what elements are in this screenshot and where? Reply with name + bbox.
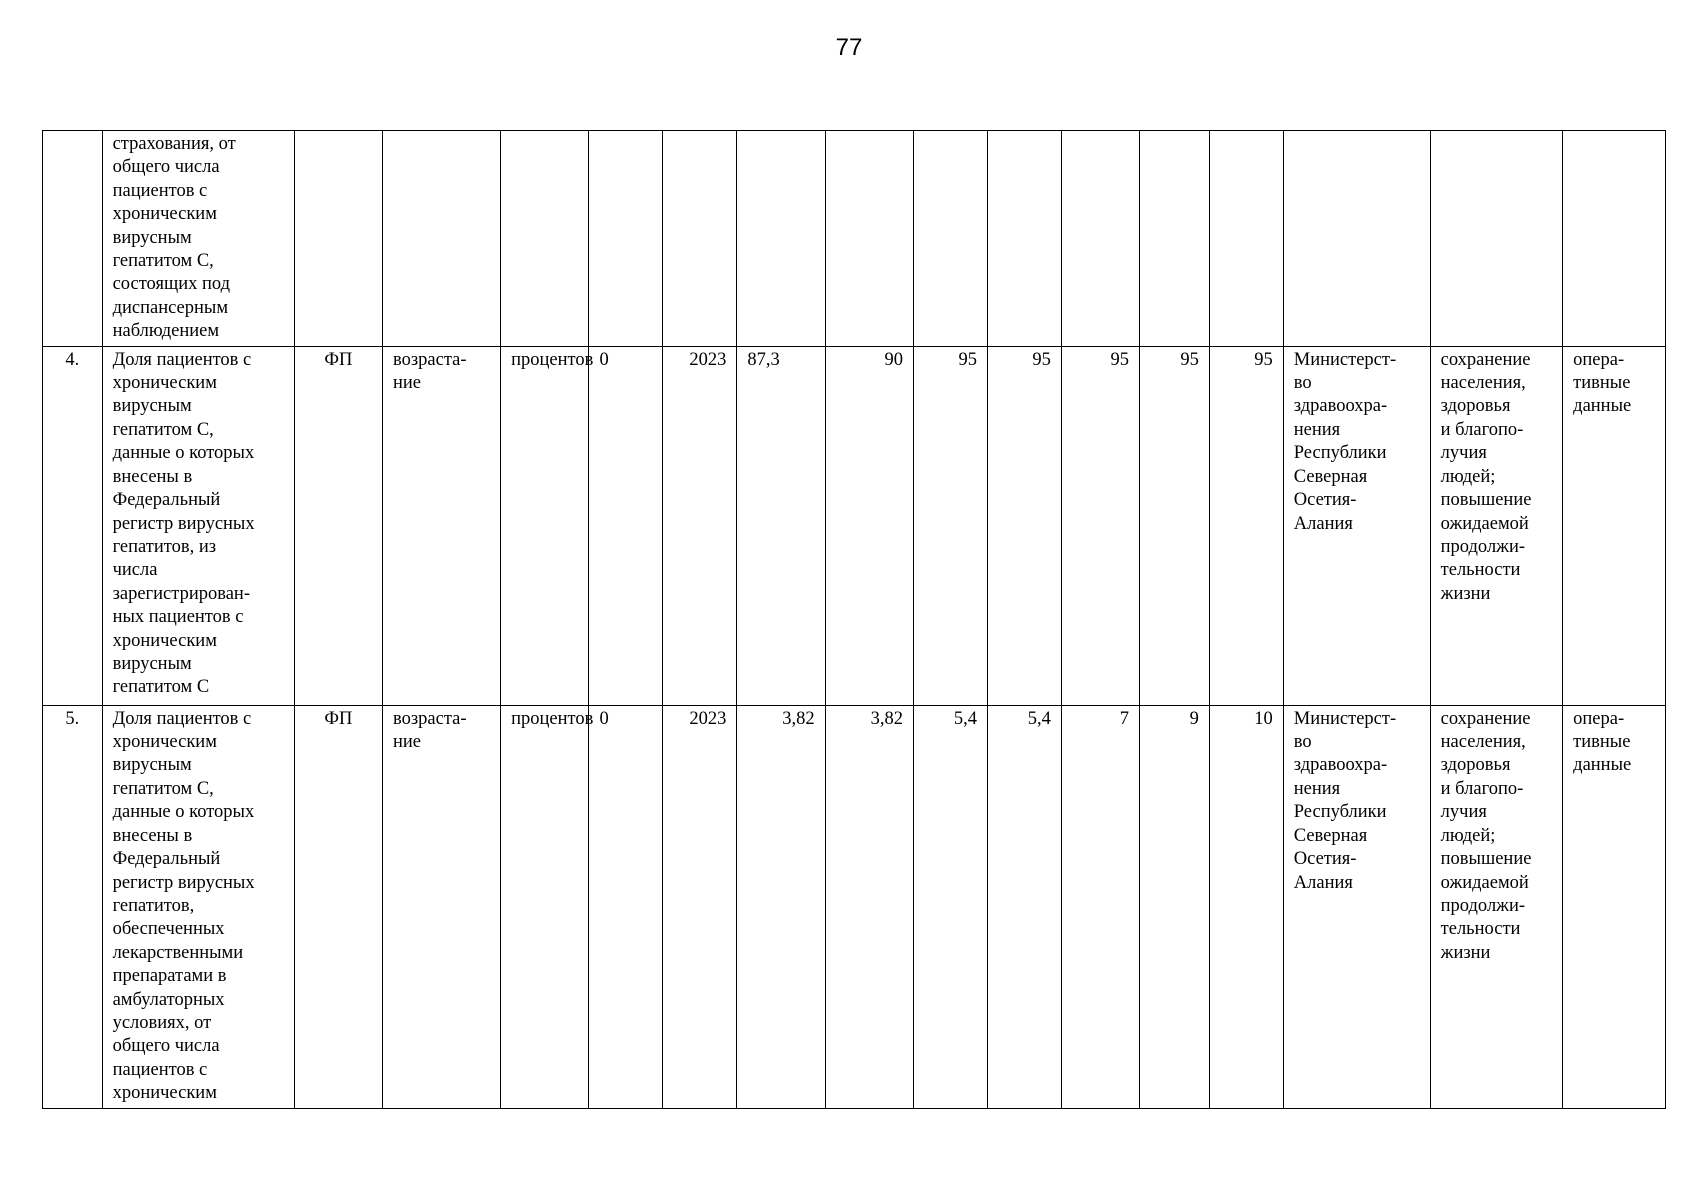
value-year-1: 87,3 [737,346,825,705]
value-year-2: 3,82 [825,705,913,1108]
value-year-2 [825,131,913,347]
national-goal [1430,131,1563,347]
table-row [43,346,1666,705]
value-year-7 [1209,131,1283,347]
value-year-1 [737,131,825,347]
value-year-3: 95 [914,346,988,705]
value-year-4: 5,4 [987,705,1061,1108]
base-year: 2023 [663,705,737,1108]
national-goal: сохранение населения, здоровья и благопо- лучия людей; повышение ожидаемой продолжи- тельности жизни [1430,705,1563,1108]
indicator-unit [501,131,589,347]
table-row [43,131,1666,347]
row-number: 5. [43,705,103,1108]
indicator-name: страхования, от общего числа пациентов с хроническим вирусным гепатитом С, состоящих под диспансерным наблюдением [102,131,294,347]
indicator-unit: процентов [501,346,589,705]
value-year-5: 7 [1061,705,1139,1108]
table-row [43,705,1666,1108]
value-year-6: 9 [1139,705,1209,1108]
value-year-2: 90 [825,346,913,705]
value-year-7: 10 [1209,705,1283,1108]
value-year-7: 95 [1209,346,1283,705]
value-year-1: 3,82 [737,705,825,1108]
row-number [43,131,103,347]
information-source: опера- тивные данные [1563,346,1666,705]
indicator-name: Доля пациентов с хроническим вирусным гепатитом С, данные о которых внесены в Федеральный регистр вирусных гепатитов, из числа зарегистрирован- ных пациентов с хроническим вирусным гепатитом С [102,346,294,705]
indicators-table [42,130,1666,1109]
national-goal: сохранение населения, здоровья и благопо- лучия людей; повышение ожидаемой продолжи- тельности жизни [1430,346,1563,705]
indicator-direction: возраста- ние [382,705,500,1108]
indicator-source: ФП [294,705,382,1108]
indicator-source [294,131,382,347]
value-year-4 [987,131,1061,347]
value-year-5 [1061,131,1139,347]
value-year-3: 5,4 [914,705,988,1108]
responsible-body: Министерст- во здравоохра- нения Республики Северная Осетия- Алания [1283,705,1430,1108]
value-year-4: 95 [987,346,1061,705]
base-value: 0 [589,346,663,705]
indicator-source: ФП [294,346,382,705]
information-source: опера- тивные данные [1563,705,1666,1108]
row-number: 4. [43,346,103,705]
base-value [589,131,663,347]
indicator-direction [382,131,500,347]
value-year-6: 95 [1139,346,1209,705]
base-value: 0 [589,705,663,1108]
value-year-3 [914,131,988,347]
indicator-name: Доля пациентов с хроническим вирусным гепатитом С, данные о которых внесены в Федеральный регистр вирусных гепатитов, обеспеченных лекарственными препаратами в амбулаторных условиях, от общего числа пациентов с хроническим [102,705,294,1108]
information-source [1563,131,1666,347]
page-number: 77 [835,34,863,61]
responsible-body: Министерст- во здравоохра- нения Республики Северная Осетия- Алания [1283,346,1430,705]
value-year-5: 95 [1061,346,1139,705]
value-year-6 [1139,131,1209,347]
base-year: 2023 [663,346,737,705]
indicator-direction: возраста- ние [382,346,500,705]
indicator-unit: процентов [501,705,589,1108]
base-year [663,131,737,347]
responsible-body [1283,131,1430,347]
